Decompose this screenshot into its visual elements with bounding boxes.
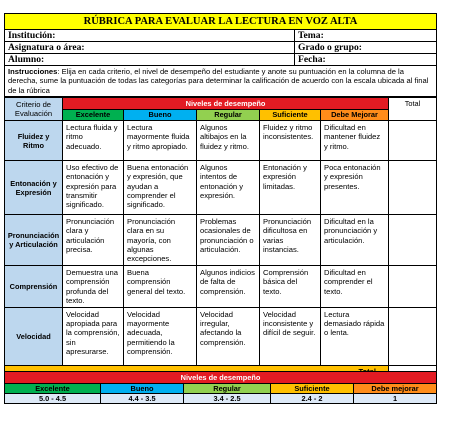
criterio-header: Criterio de Evaluación xyxy=(5,98,63,121)
institucion-field[interactable]: Institución: xyxy=(5,30,295,42)
cell-regular: Algunos altibajos en la fluidez y ritmo. xyxy=(197,121,260,161)
scale-value-debe-mejorar: 1 xyxy=(354,394,437,404)
rubric-header-table xyxy=(4,13,437,97)
criterion-velocidad: Velocidad xyxy=(5,308,63,366)
cell-suficiente: Fluidez y ritmo inconsistentes. xyxy=(260,121,321,161)
cell-excelente: Demuestra una comprensión profunda del texto. xyxy=(63,266,124,308)
cell-bueno: Velocidad mayormente adecuada, permitiendo la comprensión. xyxy=(124,308,197,366)
rubric-title: RÚBRICA PARA EVALUAR LA LECTURA EN VOZ ALTA xyxy=(5,14,437,30)
criterion-pronunciacion: Pronunciación y Articulación xyxy=(5,215,63,266)
score-cell[interactable] xyxy=(389,215,437,266)
level-regular: Regular xyxy=(197,110,260,121)
cell-excelente: Uso efectivo de entonación y expresión para transmitir significado. xyxy=(63,161,124,215)
scale-regular: Regular xyxy=(184,384,271,394)
cell-debe-mejorar: Poca entonación y expresión presentes. xyxy=(321,161,389,215)
cell-debe-mejorar: Dificultad en mantener fluidez y ritmo. xyxy=(321,121,389,161)
level-debe-mejorar: Debe Mejorar xyxy=(321,110,389,121)
scale-debe-mejorar: Debe mejorar xyxy=(354,384,437,394)
scale-table xyxy=(4,371,437,404)
criterion-entonacion: Entonación y Expresión xyxy=(5,161,63,215)
total-header: Total xyxy=(389,98,437,121)
performance-scale xyxy=(4,371,436,404)
instructions xyxy=(5,66,437,97)
scale-value-bueno: 4.4 - 3.5 xyxy=(101,394,184,404)
tema-field[interactable]: Tema: xyxy=(295,30,437,42)
instructions-label: Instrucciones xyxy=(8,67,58,76)
rubric-row xyxy=(5,215,437,266)
rubric-sheet xyxy=(4,13,436,378)
scale-title: Niveles de desempeño xyxy=(5,372,437,384)
cell-excelente: Lectura fluida y ritmo adecuado. xyxy=(63,121,124,161)
rubric-row xyxy=(5,121,437,161)
score-cell[interactable] xyxy=(389,266,437,308)
scale-value-suficiente: 2.4 - 2 xyxy=(271,394,354,404)
cell-regular: Problemas ocasionales de pronunciación o articulación. xyxy=(197,215,260,266)
scale-excelente: Excelente xyxy=(5,384,101,394)
grado-field[interactable]: Grado o grupo: xyxy=(295,42,437,54)
scale-bueno: Bueno xyxy=(101,384,184,394)
cell-suficiente: Velocidad inconsistente y difícil de seguir. xyxy=(260,308,321,366)
rubric-table xyxy=(4,97,437,378)
cell-debe-mejorar: Dificultad en la pronunciación y articulación. xyxy=(321,215,389,266)
criterion-comprension: Comprensión xyxy=(5,266,63,308)
cell-regular: Algunos indicios de falta de comprensión. xyxy=(197,266,260,308)
level-excelente: Excelente xyxy=(63,110,124,121)
cell-suficiente: Entonación y expresión limitadas. xyxy=(260,161,321,215)
rubric-row xyxy=(5,161,437,215)
scale-value-excelente: 5.0 - 4.5 xyxy=(5,394,101,404)
cell-excelente: Velocidad apropiada para la comprensión, sin apresurarse. xyxy=(63,308,124,366)
cell-suficiente: Comprensión básica del texto. xyxy=(260,266,321,308)
score-cell[interactable] xyxy=(389,121,437,161)
rubric-row xyxy=(5,266,437,308)
asignatura-field[interactable]: Asignatura o área: xyxy=(5,42,295,54)
alumno-field[interactable]: Alumno: xyxy=(5,54,295,66)
instructions-text: : Elija en cada criterio, el nivel de desempeño del estudiante y anote su puntuación en la columna de la derecha, sume la puntuación de todas las categorías para determinar la calificación de acuerdo con la escala ubicada al final de la rúbrica xyxy=(8,67,429,95)
level-suficiente: Suficiente xyxy=(260,110,321,121)
scale-value-regular: 3.4 - 2.5 xyxy=(184,394,271,404)
rubric-row xyxy=(5,308,437,366)
level-bueno: Bueno xyxy=(124,110,197,121)
cell-regular: Velocidad irregular, afectando la comprensión. xyxy=(197,308,260,366)
scale-suficiente: Suficiente xyxy=(271,384,354,394)
cell-suficiente: Pronunciación dificultosa en varias instancias. xyxy=(260,215,321,266)
niveles-header: Niveles de desempeño xyxy=(63,98,389,110)
cell-bueno: Pronunciación clara en su mayoría, con algunas excepciones. xyxy=(124,215,197,266)
criterion-fluidez: Fluidez y Ritmo xyxy=(5,121,63,161)
score-cell[interactable] xyxy=(389,308,437,366)
cell-bueno: Buena comprensión general del texto. xyxy=(124,266,197,308)
cell-excelente: Pronunciación clara y articulación precisa. xyxy=(63,215,124,266)
cell-debe-mejorar: Dificultad en comprender el texto. xyxy=(321,266,389,308)
cell-bueno: Buena entonación y expresión, que ayudan a comprender el significado. xyxy=(124,161,197,215)
cell-bueno: Lectura mayormente fluida y ritmo apropiado. xyxy=(124,121,197,161)
score-cell[interactable] xyxy=(389,161,437,215)
cell-regular: Algunos intentos de entonación y expresión. xyxy=(197,161,260,215)
fecha-field[interactable]: Fecha: xyxy=(295,54,437,66)
cell-debe-mejorar: Lectura demasiado rápida o lenta. xyxy=(321,308,389,366)
